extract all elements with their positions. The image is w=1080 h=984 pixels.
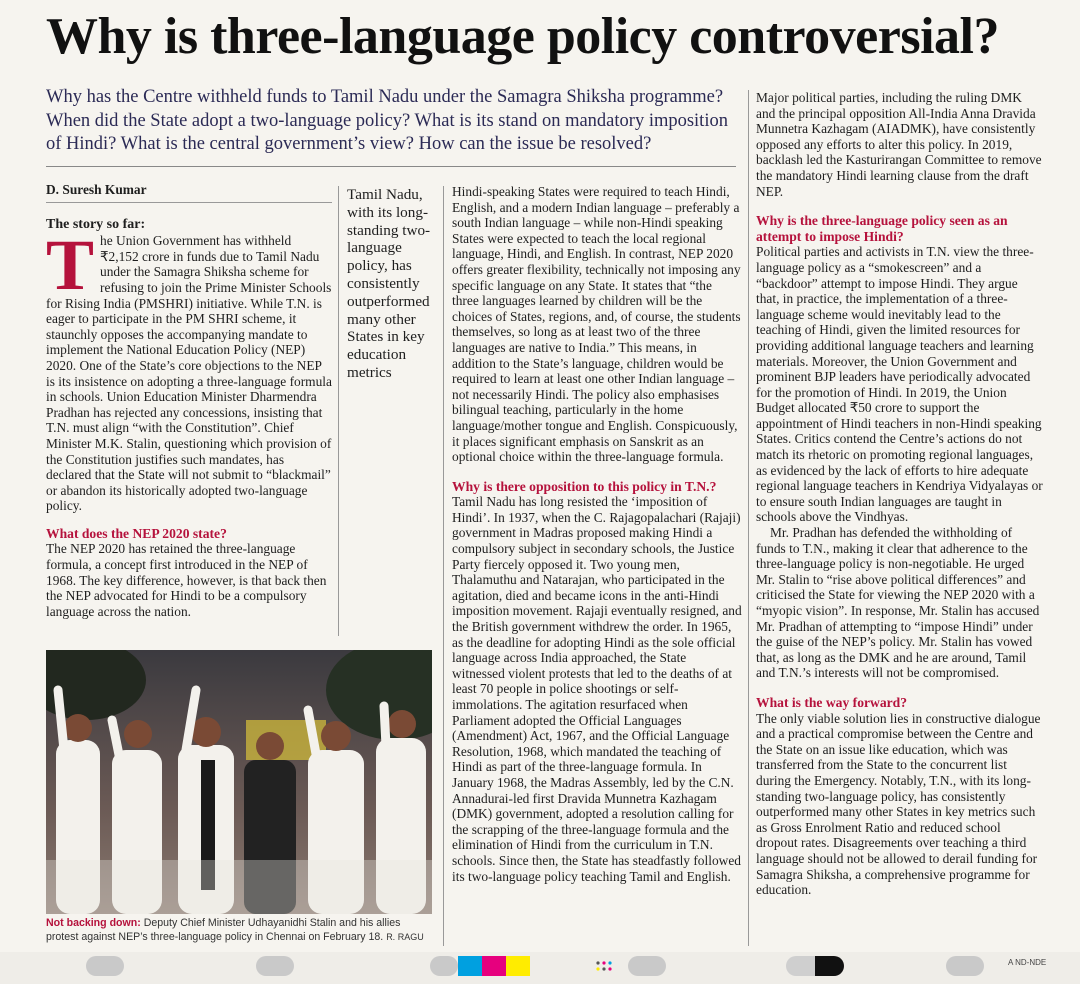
paragraph: Major political parties, including the ruling DMK and the principal opposition All-India Anna Dravida Munnetra Kazhagam (AIADMK), have consistently opposed any efforts to alter this policy. In 2019, backlash led the Kasturirangan Committee to remove the mandatory Hindi learning clause from the draft NEP. (756, 90, 1042, 199)
color-swatch (458, 956, 482, 976)
column-3 (756, 90, 1044, 898)
caption-text: Deputy Chief Minister Udhayanidhi Stalin and his allies protest against NEP’s three-language policy in Chennai on February 18. (46, 917, 401, 943)
subheading-opposition: Why is there opposition to this policy in T.N.? (452, 478, 717, 494)
paragraph: Political parties and activists in T.N. view the three-language policy as a “smokescreen” and a “backdoor” attempt to impose Hindi. They argue that, in practice, the implementation of a three-language scheme would inevitably lead to the teaching of Hindi, given the limited resources for providing additional language teachers and learning materials. Moreover, the Union Government and prominent BJP leaders have periodically advocated for the promotion of Hindi. In 2019, the Union Budget allocated ₹50 crore to support the appointment of Hindi teachers in non-Hindi speaking States. Critics contend the Centre’s actions do not match its rhetoric on promoting regional languages, as evidenced by the lack of efforts to hire adequate regional language teachers in Kendriya Vidyalayas or to ensure south Indian languages are taught in schools above the Vindhyas. (756, 244, 1043, 525)
column-divider (443, 186, 444, 946)
protest-photo (46, 650, 432, 914)
color-swatch (506, 956, 530, 976)
column-divider (748, 90, 749, 946)
paragraph: Tamil Nadu has long resisted the ‘imposition of Hindi’. In 1937, when the C. Rajagopalachari (Rajaji) government in Madras proposed making Hindi a compulsory subject in secondary schools, the Justice Party fiercely opposed it. Two young men, Thalamuthu and Natarajan, who participated in the agitation, died and became icons in the anti-Hindi imposition movement. Rajaji eventually resigned, and the British government withdrew the order. In 1965, as the deadline for adopting Hindi as the sole official language across India approached, the State witnessed violent protests that led to the deaths of at least 70 people in police shootings or self-immolations. The agitation resurfaced when Parliament adopted the Official Languages (Amendment) Act, 1967, and the Official Language Resolution, 1968, which mandated the teaching of Hindi as part of the three-language formula. In January 1968, the Madras Assembly, led by the C.N. Annadurai-led first Dravida Munnetra Kazhagam (DMK) government, adopted a resolution calling for the scrapping of the three-language formula and the elimination of Hindi from the curriculum in T.N. schools. Since then, the State has steadfastly followed its two-language policy teaching Tamil and English. (452, 494, 742, 884)
intro-paragraph (46, 225, 332, 514)
column-divider (338, 186, 339, 636)
paragraph: Mr. Pradhan has defended the withholding of funds to T.N., making it clear that adherence to the three-language policy is non-negotiable. He urged Mr. Stalin to “rise above political differences” and criticised the State for viewing the NEP 2020 with a “myopic vision”. In response, Mr. Stalin has accused Mr. Pradhan of attempting to “impose Hindi” under the guise of the NEP’s policy. Mr. Stalin has vowed that, as long as the DMK and he are around, Tamil and T.N.’s interests will not be compromised. (756, 525, 1040, 681)
drop-cap: T (46, 225, 95, 306)
caption-lead: Not backing down: (46, 917, 141, 929)
color-bar (458, 956, 530, 976)
registration-mark (592, 960, 626, 972)
column-2 (452, 184, 742, 884)
intro-text: he Union Government has withheld ₹2,152 crore in funds due to Tamil Nadu under the Samagra Shiksha scheme for refusing to join the Prime Minister Schools for Rising India (PMSHRI) initiative. While T.N. is eager to participate in the PM SHRI scheme, it staunchly opposes the accompanying mandate to implement the National Education Policy (NEP) 2020. One of the State’s core objections to the NEP is its insistence on adopting a three-language formula in schools. Union Education Minister Dharmendra Pradhan has rejected any concessions, insisting that T.N. must align “with the Constitution”. Chief Minister M.K. Stalin, questioning which provision of the Constitution justifies such mandates, has declared that the State will not submit to “blackmail” or abandon its historically adopted two-language policy. (46, 233, 332, 514)
byline: D. Suresh Kumar (46, 182, 332, 203)
paragraph: The only viable solution lies in constructive dialogue and a practical compromise between the Centre and the State on an issue like education, which was transferred from the State to the concurrent list during the Emergency. Notably, T.N., with its long-standing two-language policy, has consistently outperformed many other States in key metrics such as Gross Enrolment Ratio and reduced school dropout rates. Disagreements over teaching a third language should not be allowed to derail funding for Samagra Shiksha, a comprehensive programme for education. (756, 710, 1041, 898)
print-mark (430, 956, 458, 976)
footer-code: A ND-NDE (1008, 958, 1047, 967)
subheading-impose-hindi: Why is the three-language policy seen as an attempt to impose Hindi? (756, 213, 1008, 244)
protest-photo-illustration (46, 650, 432, 914)
photo-credit: R. RAGU (386, 932, 424, 942)
print-mark (946, 956, 984, 976)
photo-caption (46, 916, 434, 944)
color-swatch (482, 956, 506, 976)
print-mark (256, 956, 294, 976)
print-mark (786, 956, 844, 976)
headline: Why is three-language policy controversial? (46, 8, 999, 65)
subheading-way-forward: What is the way forward? (756, 694, 908, 710)
paragraph: Hindi-speaking States were required to teach Hindi, English, and a modern Indian language – preferably a south Indian language – while non-Hindi speaking States were expected to teach the local regional language, Hindi, and English. In contrast, NEP 2020 offers greater flexibility, technically not imposing any specific language on any State. It states that “the three languages learned by children will be the choices of States, regions, and, of course, the students themselves, so long as at least two of the three languages are native to India.” This means, in addition to the State’s language, children would be required to learn at least one other Indian language – not necessarily Hindi. The policy also emphasises bilingual teaching, particularly in the home language/mother tongue and English. Conspicuously, it places significant emphasis on Sanskrit as an optional choice within the three-language formula. (452, 184, 741, 465)
story-label: The story so far: (46, 216, 146, 232)
deck-divider (46, 166, 736, 167)
subheading-nep-2020: What does the NEP 2020 state? (46, 525, 227, 541)
paragraph: The NEP 2020 has retained the three-language formula, a concept first introduced in the NEP of 1968. The key difference, however, is that back then the NEP advocated for Hindi to be a compulsory language across the nation. (46, 541, 327, 619)
footer-strip (0, 952, 1080, 984)
print-mark (86, 956, 124, 976)
deck-summary: Why has the Centre withheld funds to Tamil Nadu under the Samagra Shiksha programme? When did the State adopt a two-language policy? What is its stand on mandatory imposition of Hindi? What is the central government’s view? How can the issue be resolved? (46, 87, 728, 154)
pull-quote: Tamil Nadu, with its long-standing two-language policy, has consistently outperformed many other States in key education metrics (347, 186, 431, 381)
column-1 (46, 182, 332, 619)
print-mark (628, 956, 666, 976)
